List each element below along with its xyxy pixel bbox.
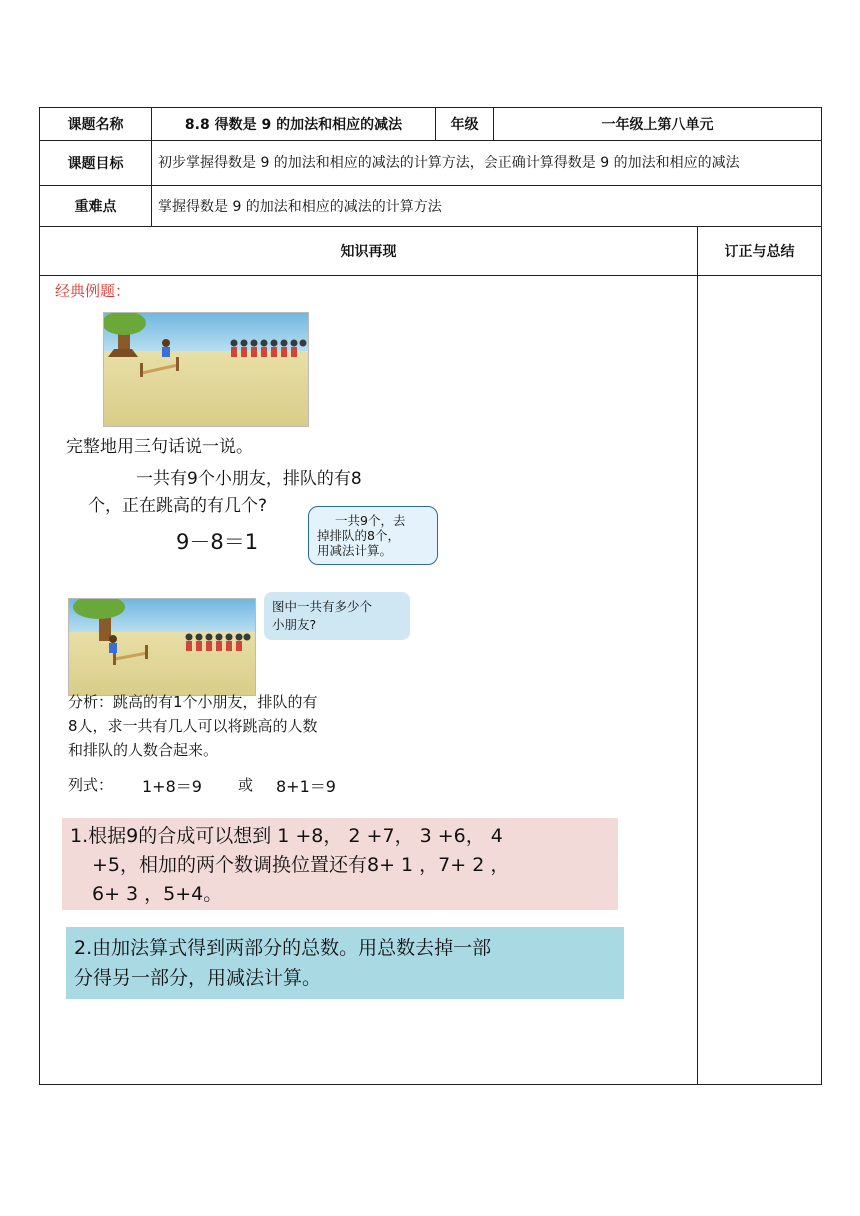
hint-bubble <box>308 506 438 565</box>
topic-value: 8.8 得数是 9 的加法和相应的减法 <box>152 108 436 141</box>
note1-line-3: 6+ 3 ，5+4。 <box>92 883 223 905</box>
high-jump-illustration <box>103 312 309 427</box>
question-bubble-line-1: 图中一共有多少个 <box>272 599 373 614</box>
note-box-1 <box>62 818 618 910</box>
grade-value: 一年级上第八单元 <box>494 108 822 141</box>
equation-subtraction: 9－8＝1 <box>176 530 259 554</box>
difficulty-value: 掌握得数是 9 的加法和相应的减法的计算方法 <box>152 186 822 227</box>
question-line-1: 一共有9个小朋友，排队的有8 <box>136 469 362 489</box>
correction-label: 订正与总结 <box>698 227 822 276</box>
objective-value: 初步掌握得数是 9 的加法和相应的减法的计算方法，会正确计算得数是 9 的加法和相应的减法 <box>152 141 822 186</box>
note-box-2 <box>66 927 624 999</box>
analysis-line-2: 8人，求一共有几人可以将跳高的人数 <box>68 717 318 735</box>
formula-or: 或 <box>238 776 254 794</box>
question-bubble <box>264 592 410 640</box>
analysis <box>68 690 318 762</box>
formula-label: 列式： <box>68 776 114 794</box>
objective-label: 课题目标 <box>40 141 152 186</box>
question-bubble-line-2: 小朋友? <box>272 617 317 632</box>
note1-line-1: 1.根据9的合成可以想到 1 +8， 2 +7， 3 +6， 4 <box>70 825 503 847</box>
question-line-2: 个，正在跳高的有几个? <box>88 496 268 516</box>
grade-label: 年级 <box>436 108 494 141</box>
knowledge-content <box>46 276 702 1084</box>
formula-b: 8+1＝9 <box>276 777 336 796</box>
hint-line-3: 用减法计算。 <box>317 543 393 558</box>
note2-line-1: 2.由加法算式得到两部分的总数。用总数去掉一部 <box>74 937 492 959</box>
analysis-line-3: 和排队的人数合起来。 <box>68 741 219 759</box>
knowledge-label: 知识再现 <box>40 227 698 276</box>
topic-label: 课题名称 <box>40 108 152 141</box>
correction-cell <box>698 276 822 1085</box>
playground-scene <box>104 313 308 426</box>
hint-line-1: 一共9个，去 <box>335 513 406 528</box>
analysis-line-1: 分析：跳高的有1个小朋友，排队的有 <box>68 693 318 711</box>
note1-line-2: +5，相加的两个数调换位置还有8+ 1 ，7+ 2 ， <box>92 854 510 876</box>
lesson-plan-table <box>39 107 822 1085</box>
prompt-say: 完整地用三句话说一说。 <box>66 437 253 457</box>
high-jump-illustration-2 <box>68 598 256 696</box>
difficulty-label: 重难点 <box>40 186 152 227</box>
playground-scene-2 <box>69 599 255 695</box>
example-title: 经典例题： <box>55 282 131 300</box>
note2-line-2: 分得另一部分，用减法计算。 <box>74 967 322 989</box>
formula-a: 1+8＝9 <box>142 777 202 796</box>
knowledge-cell <box>40 276 698 1085</box>
hint-line-2: 掉排队的8个， <box>317 528 400 543</box>
